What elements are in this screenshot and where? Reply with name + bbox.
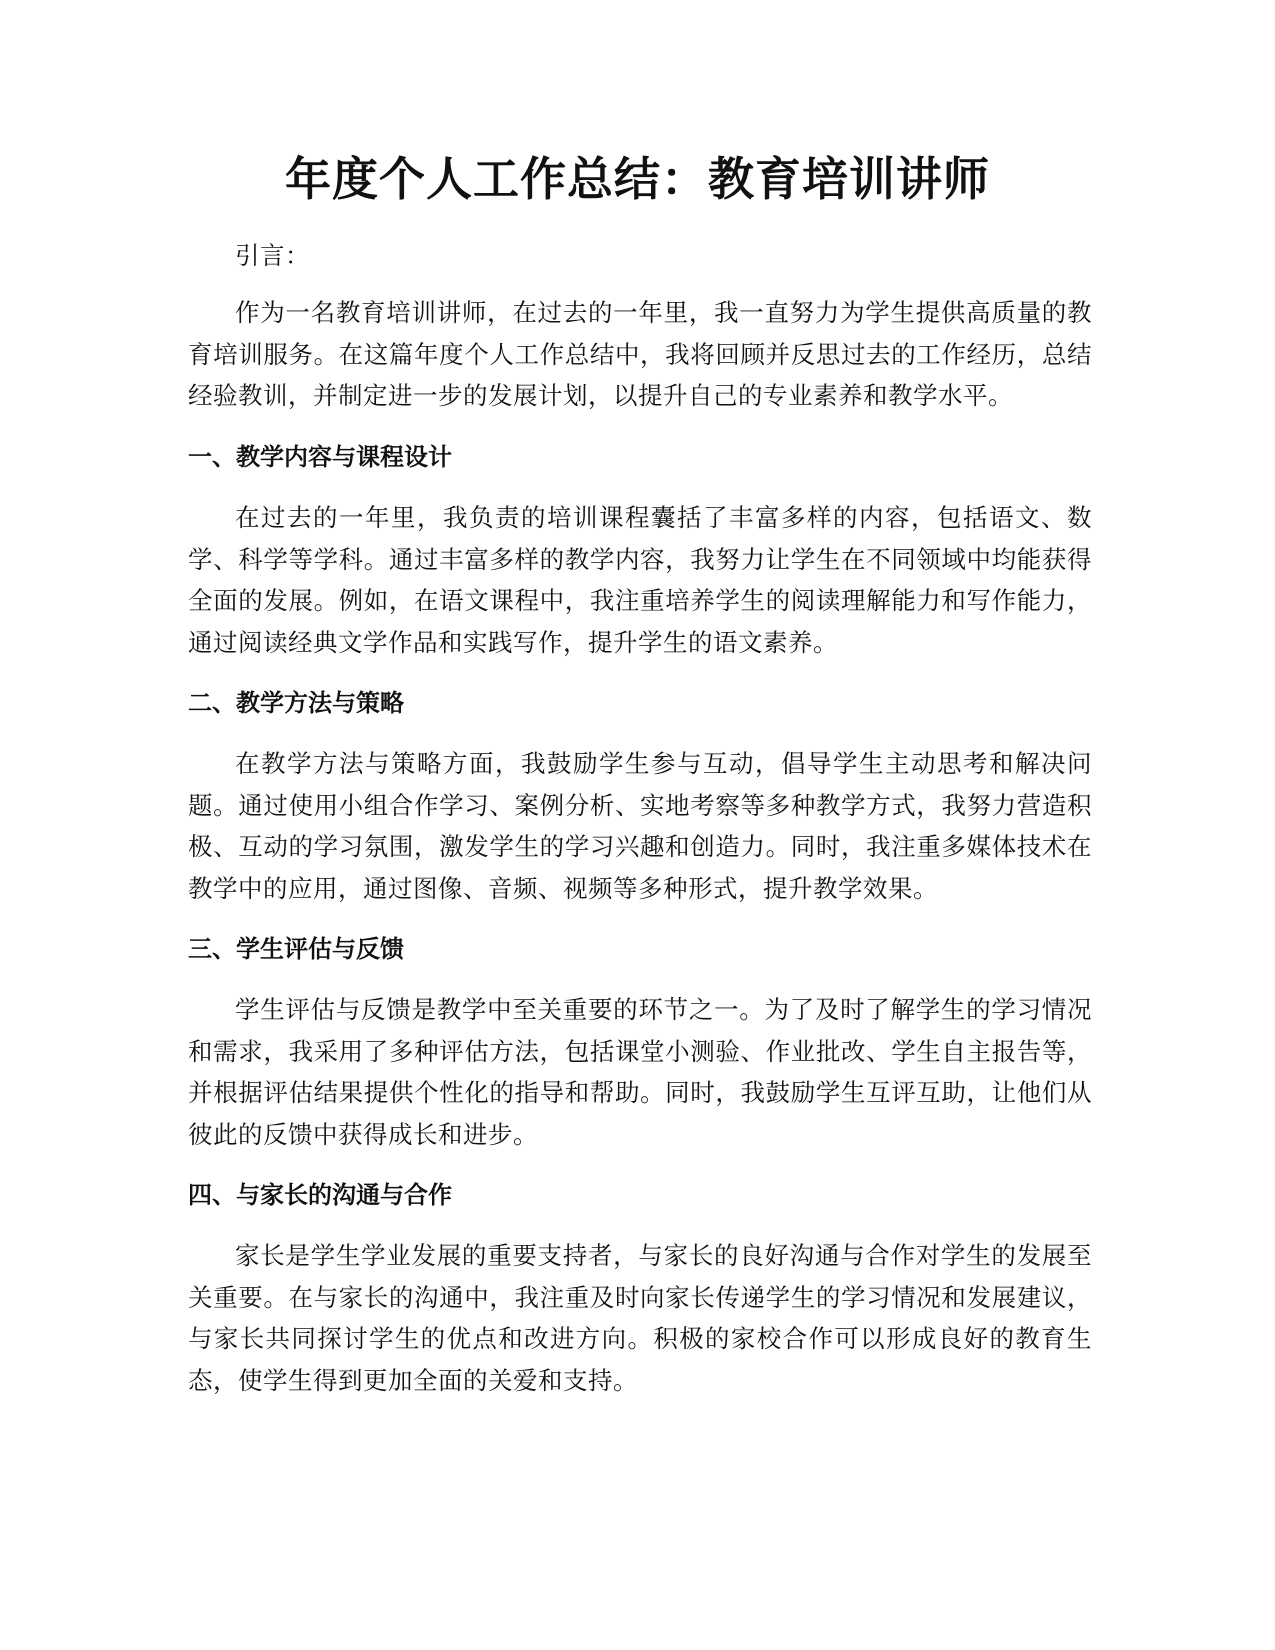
intro-paragraph: 作为一名教育培训讲师，在过去的一年里，我一直努力为学生提供高质量的教育培训服务。在这篇年度个人工作总结中，我将回顾并反思过去的工作经历，总结经验教训，并制定进一步的发展计划，以提升自己的专业素养和教学水平。 <box>188 298 1092 410</box>
section-body-4: 家长是学生学业发展的重要支持者，与家长的良好沟通与合作对学生的发展至关重要。在与家长的沟通中，我注重及时向家长传递学生的学习情况和发展建议，与家长共同探讨学生的优点和改进方向。积极的家校合作可以形成良好的教育生态，使学生得到更加全面的关爱和支持。 <box>188 1241 1092 1395</box>
section-heading-1: 一、教学内容与课程设计 <box>188 443 452 471</box>
section-body-1: 在过去的一年里，我负责的培训课程囊括了丰富多样的内容，包括语文、数学、科学等学科。通过丰富多样的教学内容，我努力让学生在不同领域中均能获得全面的发展。例如，在语文课程中，我注重培养学生的阅读理解能力和写作能力，通过阅读经典文学作品和实践写作，提升学生的语文素养。 <box>188 503 1092 657</box>
section-heading-3: 三、学生评估与反馈 <box>188 935 404 963</box>
document-title: 年度个人工作总结：教育培训讲师 <box>285 152 990 206</box>
section-body-3: 学生评估与反馈是教学中至关重要的环节之一。为了及时了解学生的学习情况和需求，我采用了多种评估方法，包括课堂小测验、作业批改、学生自主报告等，并根据评估结果提供个性化的指导和帮助。同时，我鼓励学生互评互助，让他们从彼此的反馈中获得成长和进步。 <box>188 995 1092 1149</box>
section-heading-2: 二、教学方法与策略 <box>188 689 404 717</box>
section-heading-4: 四、与家长的沟通与合作 <box>188 1181 452 1209</box>
intro-label: 引言： <box>235 241 310 270</box>
section-body-2: 在教学方法与策略方面，我鼓励学生参与互动，倡导学生主动思考和解决问题。通过使用小组合作学习、案例分析、实地考察等多种教学方式，我努力营造积极、互动的学习氛围，激发学生的学习兴趣和创造力。同时，我注重多媒体技术在教学中的应用，通过图像、音频、视频等多种形式，提升教学效果。 <box>188 749 1092 903</box>
